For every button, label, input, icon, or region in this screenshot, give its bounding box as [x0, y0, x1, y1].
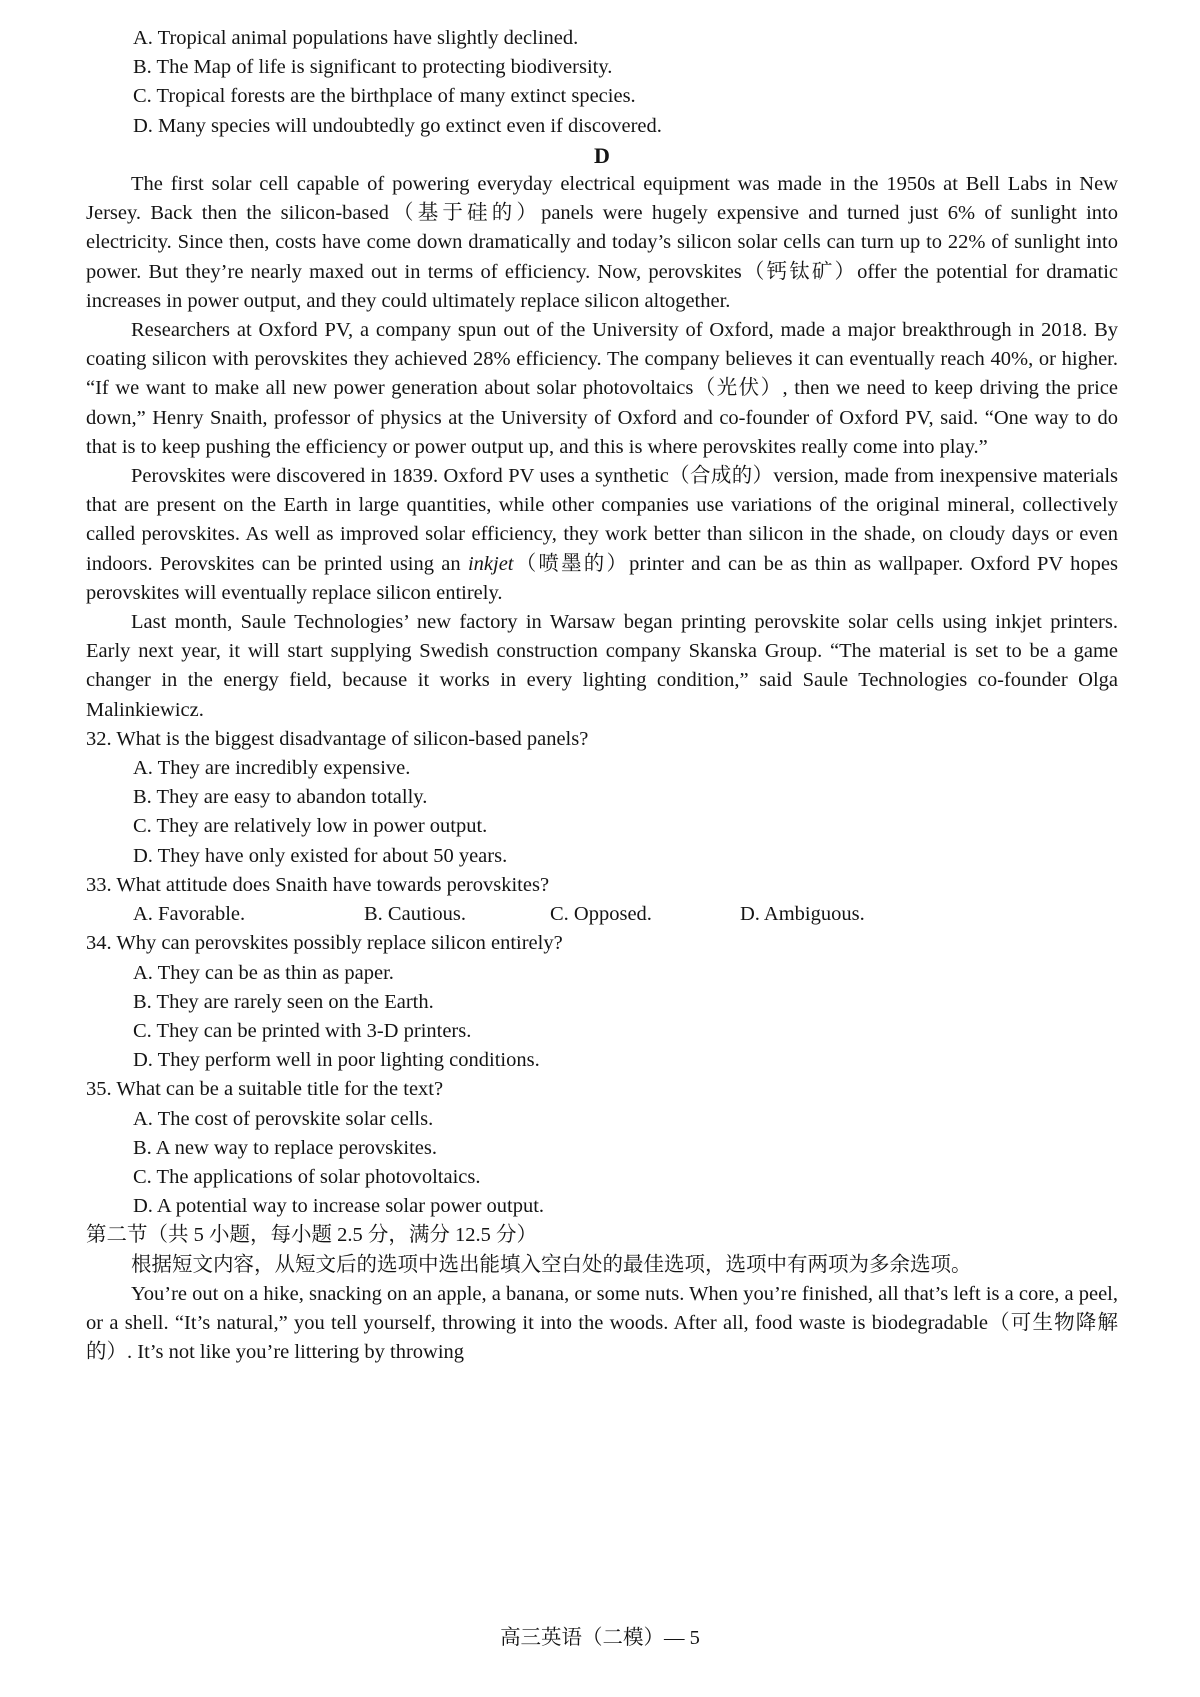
- answer-option: C. The applications of solar photovoltaics.: [133, 1165, 481, 1188]
- answer-option: D. Ambiguous.: [740, 903, 865, 926]
- answer-option: C. They are relatively low in power output.: [133, 815, 488, 838]
- answer-options-row: [86, 900, 1118, 929]
- question-stem: 35. What can be a suitable title for the text?: [86, 1078, 444, 1101]
- passage-section-heading: D: [594, 142, 610, 168]
- answer-option: A. Tropical animal populations have slightly declined.: [133, 27, 579, 49]
- page-footer: 高三英语（二模）— 5: [500, 1626, 700, 1649]
- question-stem: 34. Why can perovskites possibly replace silicon entirely?: [86, 932, 563, 955]
- answer-option: D. Many species will undoubtedly go extinct even if discovered.: [133, 114, 662, 137]
- passage-paragraph: You’re out on a hike, snacking on an apple, a banana, or some nuts. When you’re finished, all that’s left is a core, a peel, or a shell. “It’s natural,” you tell yourself, throwing it into the woods. After all, food waste is biodegradable（可生物降解的）. It’s not like you’re littering by throwing: [86, 1282, 1118, 1364]
- answer-option: A. Favorable.: [133, 903, 246, 926]
- answer-option: B. A new way to replace perovskites.: [133, 1136, 438, 1159]
- answer-option: B. They are rarely seen on the Earth.: [133, 990, 434, 1013]
- answer-option: C. They can be printed with 3-D printers.: [133, 1019, 472, 1042]
- question-stem: 32. What is the biggest disadvantage of silicon-based panels?: [86, 727, 589, 750]
- answer-option: C. Opposed.: [550, 903, 652, 926]
- answer-option: D. They perform well in poor lighting conditions.: [133, 1049, 540, 1072]
- passage-paragraph: Last month, Saule Technologies’ new factory in Warsaw began printing perovskite solar cells using inkjet printers. Early next year, it will start supplying Swedish construction company Skanska Group. “The material is set to be a game changer in the energy field, because it works in every lighting condition,” said Saule Technologies co-founder Olga Malinkiewicz.: [86, 611, 1118, 721]
- text-run: Perovskites were discovered in 1839. Oxford PV uses a synthetic（合成的）version, made from inexpensive materials that are present on the Earth in large quantities, while other companies use variations of the original mineral, collectively called perovskites. As well as improved solar efficiency, they work better than silicon in the shade, on cloudy days or even indoors. Perovskites can be printed using an: [86, 465, 1118, 575]
- answer-option: B. Cautious.: [364, 903, 466, 926]
- section-heading: 第二节（共 5 小题，每小题 2.5 分，满分 12.5 分）: [86, 1224, 537, 1247]
- answer-option: D. They have only existed for about 50 years.: [133, 844, 508, 867]
- answer-option: A. They are incredibly expensive.: [133, 757, 411, 780]
- answer-option: B. The Map of life is significant to protecting biodiversity.: [133, 56, 613, 79]
- passage-paragraph: [86, 462, 1118, 608]
- answer-option: D. A potential way to increase solar power output.: [133, 1195, 545, 1218]
- question-stem: 33. What attitude does Snaith have towards perovskites?: [86, 873, 550, 896]
- answer-option: A. The cost of perovskite solar cells.: [133, 1107, 434, 1130]
- passage-paragraph: Researchers at Oxford PV, a company spun out of the University of Oxford, made a major breakthrough in 2018. By coating silicon with perovskites they achieved 28% efficiency. The company believes it can eventually reach 40%, or higher. “If we want to make all new power generation about solar photovoltaics（光伏）, then we need to keep driving the price down,” Henry Snaith, professor of physics at the University of Oxford and co-founder of Oxford PV, said. “One way to do that is to keep pushing the efficiency or power output up, and this is where perovskites really come into play.”: [86, 319, 1118, 458]
- text-run: （喷墨的）printer and can be as thin as wallpaper. Oxford PV hopes perovskites will eventually replace silicon entirely.: [86, 552, 1118, 604]
- answer-option: B. They are easy to abandon totally.: [133, 786, 428, 809]
- italic-term: inkjet: [467, 552, 514, 575]
- passage-paragraph: The first solar cell capable of powering everyday electrical equipment was made in the 1950s at Bell Labs in New Jersey. Back then the silicon-based（基于硅的）panels were hugely expensive and turned just 6% of sunlight into electricity. Since then, costs have come down dramatically and today’s silicon solar cells can turn up to 22% of sunlight into power. But they’re nearly maxed out in terms of efficiency. Now, perovskites（钙钛矿）offer the potential for dramatic increases in power output, and they could ultimately replace silicon altogether.: [86, 173, 1118, 312]
- answer-option: A. They can be as thin as paper.: [133, 961, 394, 984]
- answer-option: C. Tropical forests are the birthplace of many extinct species.: [133, 85, 636, 108]
- passage-paragraph: 根据短文内容，从短文后的选项中选出能填入空白处的最佳选项，选项中有两项为多余选项。: [131, 1253, 972, 1276]
